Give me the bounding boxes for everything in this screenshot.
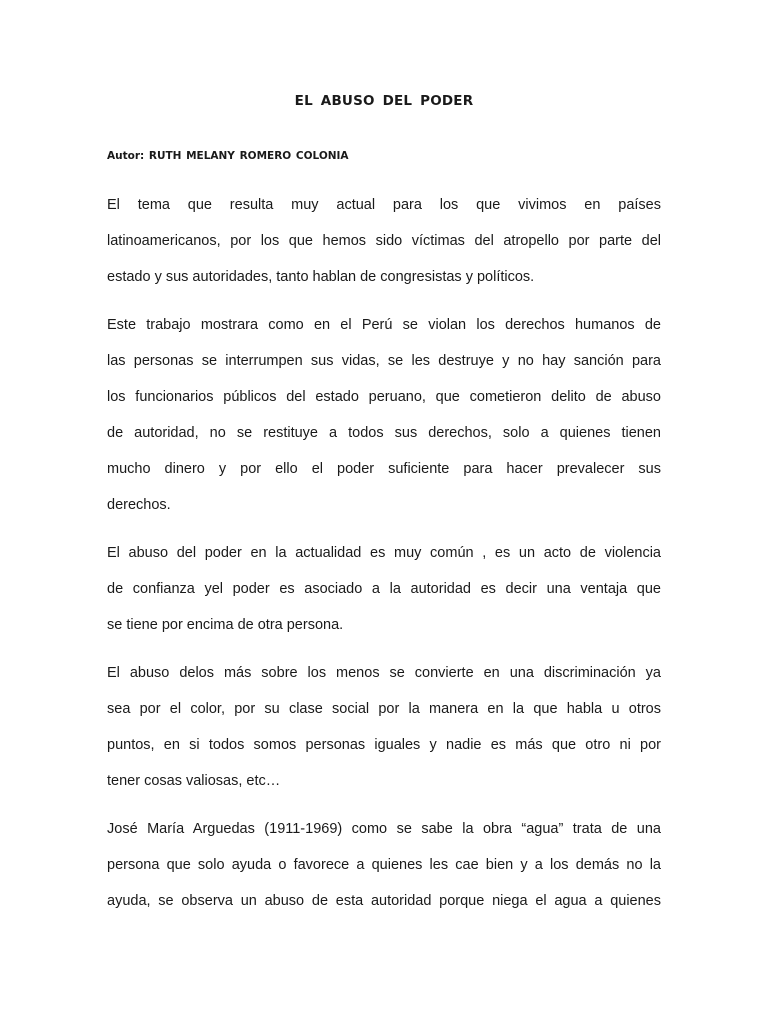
text-line: El abuso del poder en la actualidad es muy común , es un acto de violencia bbox=[107, 545, 661, 561]
text-line: de confianza yel poder es asociado a la autoridad es decir una ventaja que bbox=[107, 581, 661, 597]
text-line: ayuda, se observa un abuso de esta autoridad porque niega el agua a quienes bbox=[107, 893, 661, 909]
text-line: estado y sus autoridades, tanto hablan de congresistas y políticos. bbox=[107, 269, 535, 285]
text-line: tener cosas valiosas, etc… bbox=[107, 773, 281, 789]
text-line: Este trabajo mostrara como en el Perú se violan los derechos humanos de bbox=[107, 317, 661, 333]
paragraph-5 bbox=[107, 818, 661, 926]
document-body bbox=[107, 194, 661, 938]
text-line: El tema que resulta muy actual para los que vivimos en países bbox=[107, 197, 661, 213]
text-line: latinoamericanos, por los que hemos sido víctimas del atropello por parte del bbox=[107, 233, 661, 249]
paragraph-1 bbox=[107, 194, 661, 302]
text-line: de autoridad, no se restituye a todos sus derechos, solo a quienes tienen bbox=[107, 425, 661, 441]
paragraph-2 bbox=[107, 314, 661, 530]
text-line: El abuso delos más sobre los menos se convierte en una discriminación ya bbox=[107, 665, 661, 681]
paragraph-3 bbox=[107, 542, 661, 650]
paragraph-4 bbox=[107, 662, 661, 806]
text-line: José María Arguedas (1911-1969) como se sabe la obra “agua” trata de una bbox=[107, 821, 661, 837]
document-title: EL ABUSO DEL PODER bbox=[294, 93, 474, 109]
text-line: puntos, en si todos somos personas iguales y nadie es más que otro ni por bbox=[107, 737, 661, 753]
text-line: los funcionarios públicos del estado peruano, que cometieron delito de abuso bbox=[107, 389, 661, 405]
text-line: mucho dinero y por ello el poder suficiente para hacer prevalecer sus bbox=[107, 461, 661, 477]
document-author: Autor: RUTH MELANY ROMERO COLONIA bbox=[107, 150, 349, 162]
text-line: las personas se interrumpen sus vidas, se les destruye y no hay sanción para bbox=[107, 353, 661, 369]
text-line: persona que solo ayuda o favorece a quienes les cae bien y a los demás no la bbox=[107, 857, 661, 873]
text-line: sea por el color, por su clase social por la manera en la que habla u otros bbox=[107, 701, 661, 717]
text-line: se tiene por encima de otra persona. bbox=[107, 617, 344, 633]
text-line: derechos. bbox=[107, 497, 171, 513]
